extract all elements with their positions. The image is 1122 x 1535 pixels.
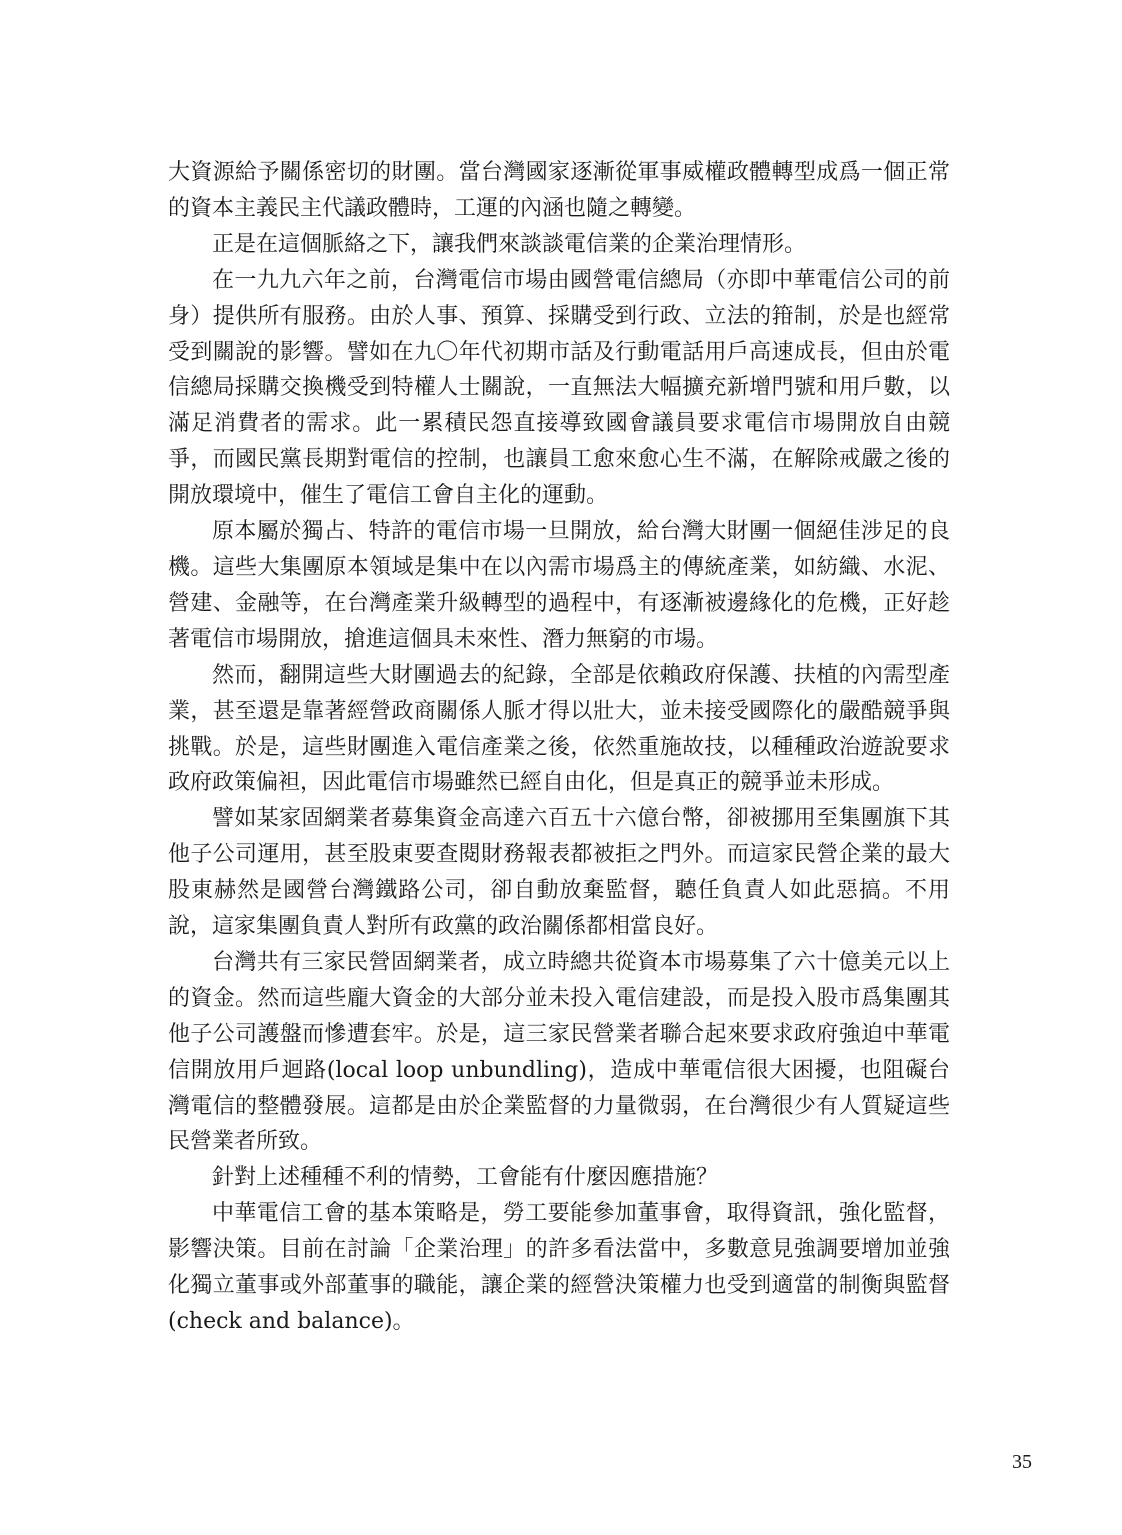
page-number: 35 xyxy=(1012,1451,1032,1473)
paragraph: 針對上述種種不利的情勢，工會能有什麼因應措施？ xyxy=(212,1165,719,1191)
paragraph-continuation: 大資源給予關係密切的財團。當台灣國家逐漸從軍事威權政體轉型成爲一個正常的資本主義民主代議政體時，工運的內涵也隨之轉變。 xyxy=(168,160,950,221)
paragraph: 中華電信工會的基本策略是，勞工要能參加董事會，取得資訊，強化監督，影響決策。目前在討論「企業治理」的許多看法當中，多數意見強調要增加並強化獨立董事或外部董事的職能，讓企業的經營決策權力也受到適當的制衡與監督(check and balance)。 xyxy=(168,1201,950,1334)
paragraph: 在一九九六年之前，台灣電信市場由國營電信總局（亦即中華電信公司的前身）提供所有服務。由於人事、預算、採購受到行政、立法的箝制，於是也經常受到關說的影響。譬如在九〇年代初期市話及行動電話用戶高速成長，但由於電信總局採購交換機受到特權人士關說，一直無法大幅擴充新增門號和用戶數，以滿足消費者的需求。此一累積民怨直接導致國會議員要求電信市場開放自由競爭，而國民黨長期對電信的控制，也讓員工愈來愈心生不滿，在解除戒嚴之後的開放環境中，催生了電信工會自主化的運動。 xyxy=(168,267,950,509)
paragraph: 正是在這個脈絡之下，讓我們來談談電信業的企業治理情形。 xyxy=(212,231,807,257)
paragraph: 台灣共有三家民營固網業者，成立時總共從資本市場募集了六十億美元以上的資金。然而這些龐大資金的大部分並未投入電信建設，而是投入股市爲集團其他子公司護盤而慘遭套牢。於是，這三家民營業者聯合起來要求政府強迫中華電信開放用戶迴路(local loop unbundling)，造成中華電信很大困擾，也阻礙台灣電信的整體發展。這都是由於企業監督的力量微弱，在台灣很少有人質疑這些民營業者所致。 xyxy=(168,949,950,1155)
paragraph: 然而，翻開這些大財團過去的紀錄，全部是依賴政府保護、扶植的內需型產業，甚至還是靠著經營政商關係人脈才得以壯大，並未接受國際化的嚴酷競爭與挑戰。於是，這些財團進入電信產業之後，依然重施故技，以種種政治遊說要求政府政策偏袒，因此電信市場雖然已經自由化，但是真正的競爭並未形成。 xyxy=(168,662,950,796)
body-text xyxy=(168,155,950,1340)
paragraph: 原本屬於獨占、特許的電信市場一旦開放，給台灣大財團一個絕佳涉足的良機。這些大集團原本領域是集中在以內需市場爲主的傳統產業，如紡織、水泥、營建、金融等，在台灣產業升級轉型的過程中，有逐漸被邊緣化的危機，正好趁著電信市場開放，搶進這個具未來性、潛力無窮的市場。 xyxy=(168,519,950,652)
paragraph: 譬如某家固網業者募集資金高達六百五十六億台幣，卻被挪用至集團旗下其他子公司運用，甚至股東要查閱財務報表都被拒之門外。而這家民營企業的最大股東赫然是國營台灣鐵路公司，卻自動放棄監督，聽任負責人如此惡搞。不用說，這家集團負責人對所有政黨的政治關係都相當良好。 xyxy=(168,806,950,940)
